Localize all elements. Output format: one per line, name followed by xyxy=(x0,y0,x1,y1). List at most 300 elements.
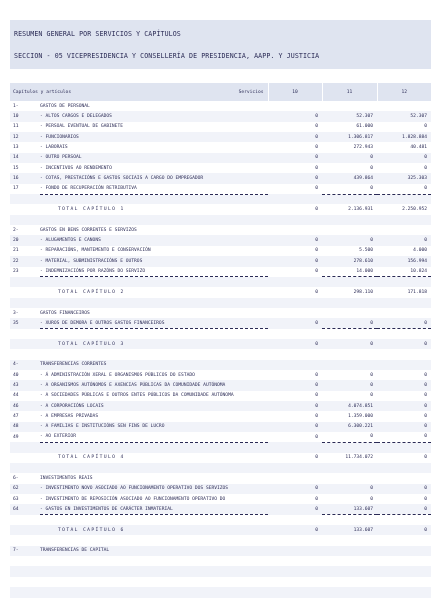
header-chapters-services xyxy=(10,83,268,101)
cell-code: 15 xyxy=(13,165,19,171)
cell-c12: 4.000 xyxy=(413,248,427,254)
cell-code: 40 xyxy=(13,372,19,378)
cell-code: 43 xyxy=(13,382,19,388)
cell-code: 21 xyxy=(13,248,19,254)
header-chapters: Capítulos y artículos xyxy=(13,89,72,95)
cell-code xyxy=(10,556,40,566)
header-services: Servicios xyxy=(238,89,264,95)
cell-code: 48 xyxy=(13,424,19,430)
cell-c12: 0 xyxy=(424,506,427,512)
header-col-12: 12 xyxy=(377,83,431,101)
cell-c11 xyxy=(322,360,377,370)
cell-c12: 0 xyxy=(424,372,427,378)
cell-c10: 0 xyxy=(315,207,318,213)
separator-cell xyxy=(377,515,431,525)
cell-c11: 0 xyxy=(370,486,373,492)
cell-code xyxy=(10,453,40,463)
cell-desc: - A FAMILIAS E INSTITUCIÓNS SEN FINS DE LUCRO xyxy=(40,424,165,430)
cell-c11 xyxy=(322,566,377,576)
cell-desc: - FONDO DE RECUPERACIÓN RETRIBUTIVA xyxy=(40,186,137,192)
cell-desc xyxy=(40,577,268,587)
cell-desc xyxy=(40,298,268,308)
cell-c10 xyxy=(268,101,322,111)
cell-c10: 0 xyxy=(315,269,318,275)
cell-c11 xyxy=(322,577,377,587)
separator-row xyxy=(10,515,431,525)
cell-c11: 2.136.931 xyxy=(348,207,373,213)
table-body xyxy=(10,101,431,608)
cell-c12: 10.824 xyxy=(410,268,427,274)
cell-desc xyxy=(40,587,268,597)
cell-c11: 439.864 xyxy=(353,176,373,182)
header-col-10: 10 xyxy=(268,83,322,101)
cell-code: 16 xyxy=(13,176,19,182)
cell-desc: - GASTOS EN INVESTIMENTOS DE CARÁCTER INMATERIAL xyxy=(40,506,173,512)
cell-c12: 0 xyxy=(424,186,427,192)
cell-desc xyxy=(40,535,268,545)
cell-c11: 272.943 xyxy=(353,145,373,151)
table-row xyxy=(10,235,431,245)
cell-c10: 0 xyxy=(315,527,318,533)
cell-code: 47 xyxy=(13,413,19,419)
cell-c11: 298.110 xyxy=(353,289,373,295)
table-row xyxy=(10,111,431,121)
cell-c12: 0 xyxy=(424,413,427,419)
cell-c10 xyxy=(268,546,322,556)
separator-cell xyxy=(322,329,377,339)
cell-code xyxy=(10,525,40,535)
cell-c11: 0 xyxy=(370,496,373,502)
report-title: RESUMEN GENERAL POR SERVICIOS Y CAPÍTULOS xyxy=(14,30,181,38)
cell-code xyxy=(10,587,40,597)
cell-c11: 0 xyxy=(370,341,373,347)
cell-desc: - COTAS, PRESTACIÓNS E GASTOS SOCIAIS A CARGO DO EMPREGADOR xyxy=(40,176,204,182)
table-row xyxy=(10,473,431,483)
table-row xyxy=(10,535,431,545)
cell-c12 xyxy=(377,349,431,359)
cell-c12 xyxy=(377,298,431,308)
table-header-row xyxy=(10,83,431,101)
table-row xyxy=(10,163,431,173)
separator-cell xyxy=(322,277,377,287)
cell-c10 xyxy=(268,215,322,225)
table-row xyxy=(10,173,431,183)
cell-code xyxy=(10,298,40,308)
cell-c12: 0 xyxy=(424,341,427,347)
cell-c10: 0 xyxy=(315,496,318,502)
cell-c11: 11.734.072 xyxy=(345,455,373,461)
cell-desc: TOTAL CAPÍTULO 6 xyxy=(58,527,125,533)
cell-c11 xyxy=(322,546,377,556)
cell-desc: - A EMPRESAS PRIVADAS xyxy=(40,413,99,419)
separator-row xyxy=(10,277,431,287)
table-row xyxy=(10,484,431,494)
cell-desc xyxy=(40,349,268,359)
cell-c10 xyxy=(268,298,322,308)
separator-cell xyxy=(377,194,431,204)
cell-code: 46 xyxy=(13,403,19,409)
cell-code xyxy=(10,535,40,545)
cell-c10: 0 xyxy=(315,372,318,378)
cell-c10: 0 xyxy=(315,145,318,151)
cell-desc xyxy=(40,463,268,473)
separator-cell xyxy=(40,515,268,525)
cell-c12: 0 xyxy=(424,486,427,492)
cell-desc: - INVESTIMENTO NOVO ASOCIADO AO FUNCIONAMENTO OPERATIVO DOS SERVIZOS xyxy=(40,486,229,492)
cell-c10 xyxy=(268,566,322,576)
cell-c12: 0 xyxy=(424,527,427,533)
cell-c11: 14.000 xyxy=(356,268,373,274)
cell-code xyxy=(10,339,40,349)
cell-desc: - FUNCIONARIOS xyxy=(40,134,79,140)
cell-code: 6- xyxy=(13,476,19,482)
cell-c10: 0 xyxy=(315,424,318,430)
separator-cell xyxy=(377,277,431,287)
cell-c12 xyxy=(377,577,431,587)
cell-c10: 0 xyxy=(315,393,318,399)
cell-desc: TOTAL CAPÍTULO 2 xyxy=(58,289,125,295)
cell-c12 xyxy=(377,308,431,318)
separator-cell xyxy=(322,515,377,525)
report-header xyxy=(10,20,431,69)
cell-c11 xyxy=(322,298,377,308)
cell-c10: 0 xyxy=(315,403,318,409)
cell-c11: 0 xyxy=(370,165,373,171)
table-row xyxy=(10,142,431,152)
cell-c12 xyxy=(377,463,431,473)
cell-c12: 0 xyxy=(424,124,427,130)
cell-c10: 0 xyxy=(315,155,318,161)
cell-c11: 5.500 xyxy=(359,248,373,254)
cell-desc: TOTAL CAPÍTULO 3 xyxy=(58,341,125,347)
table-row xyxy=(10,153,431,163)
table-row xyxy=(10,101,431,111)
separator-cell xyxy=(322,442,377,452)
table-row xyxy=(10,401,431,411)
cell-code xyxy=(10,204,40,214)
cell-c11 xyxy=(322,215,377,225)
cell-c12: 0 xyxy=(424,238,427,244)
table-row xyxy=(10,308,431,318)
cell-desc: - REPARACIÓNS, MANTEMENTO E CONSERVACIÓN xyxy=(40,248,151,254)
cell-desc: - INDEMNIZACIÓNS POR RAZÓNS DO SERVIZO xyxy=(40,268,146,274)
table-row xyxy=(10,494,431,504)
cell-code: 62 xyxy=(13,486,19,492)
cell-c10: 0 xyxy=(315,320,318,326)
cell-code: 3- xyxy=(13,310,19,316)
cell-desc: - ALUGAMENTOS E CANONS xyxy=(40,238,101,244)
cell-c10: 0 xyxy=(315,258,318,264)
total-row xyxy=(10,204,431,214)
cell-c12: 52.307 xyxy=(410,114,427,120)
table-row xyxy=(10,556,431,566)
cell-c10: 0 xyxy=(315,289,318,295)
cell-c11 xyxy=(322,473,377,483)
cell-desc: GASTOS EN BENS CORRENTES E SERVIZOS xyxy=(40,227,137,233)
separator-row xyxy=(10,329,431,339)
cell-c10: 0 xyxy=(315,455,318,461)
cell-c11: 1.359.000 xyxy=(348,413,373,419)
cell-code xyxy=(10,287,40,297)
cell-c11 xyxy=(322,598,377,608)
cell-desc xyxy=(40,566,268,576)
cell-c11: 0 xyxy=(370,238,373,244)
cell-code xyxy=(10,577,40,587)
separator-cell xyxy=(40,277,268,287)
cell-desc: TRANSFERENCIAS CORRENTES xyxy=(40,362,107,368)
separator-cell xyxy=(40,194,268,204)
cell-code: 13 xyxy=(13,145,19,151)
cell-desc: - XUROS DE DEMORA E OUTROS GASTOS FINANCEIROS xyxy=(40,320,165,326)
cell-desc: - Á ADMINISTRACIÓN XERAL E ORGANISMOS PÚBLICOS DO ESTADO xyxy=(40,372,195,378)
cell-c10 xyxy=(268,556,322,566)
table-row xyxy=(10,256,431,266)
cell-c10 xyxy=(268,598,322,608)
cell-desc: - MATERIAL, SUBMINISTRACIÓNS E OUTROS xyxy=(40,258,143,264)
separator-row xyxy=(10,194,431,204)
table-row xyxy=(10,391,431,401)
cell-c12: 0 xyxy=(424,155,427,161)
cell-desc: - INCENTIVOS AO RENDEMENTO xyxy=(40,165,112,171)
cell-c11: 0 xyxy=(370,393,373,399)
cell-c11: 0 xyxy=(370,186,373,192)
cell-c12: 0 xyxy=(424,496,427,502)
cell-code: 7- xyxy=(13,548,19,554)
cell-c10 xyxy=(268,535,322,545)
cell-c12 xyxy=(377,587,431,597)
table-row xyxy=(10,546,431,556)
cell-desc: - LABORAIS xyxy=(40,145,68,151)
separator-cell xyxy=(377,442,431,452)
table-row xyxy=(10,298,431,308)
cell-c10: 0 xyxy=(315,413,318,419)
cell-c10: 0 xyxy=(315,434,318,440)
table-row xyxy=(10,225,431,235)
cell-c11 xyxy=(322,101,377,111)
table-row xyxy=(10,246,431,256)
cell-code xyxy=(10,349,40,359)
cell-c10: 0 xyxy=(315,341,318,347)
total-row xyxy=(10,525,431,535)
cell-c12 xyxy=(377,473,431,483)
total-row xyxy=(10,453,431,463)
cell-code: 12 xyxy=(13,134,19,140)
separator-cell xyxy=(268,515,322,525)
cell-c11 xyxy=(322,463,377,473)
cell-c11: 0 xyxy=(370,372,373,378)
table-row xyxy=(10,184,431,194)
separator-cell xyxy=(268,442,322,452)
cell-c12: 0 xyxy=(424,455,427,461)
cell-code: 11 xyxy=(13,124,19,130)
table-row xyxy=(10,598,431,608)
table-row xyxy=(10,267,431,277)
cell-desc xyxy=(40,598,268,608)
table-row xyxy=(10,411,431,421)
table-row xyxy=(10,380,431,390)
cell-c10: 0 xyxy=(315,124,318,130)
cell-c11 xyxy=(322,308,377,318)
cell-c12: 0 xyxy=(424,424,427,430)
separator-cell xyxy=(377,329,431,339)
cell-desc: TOTAL CAPÍTULO 4 xyxy=(58,455,125,461)
cell-c11: 61.000 xyxy=(356,124,373,130)
cell-c12 xyxy=(377,215,431,225)
cell-code: 22 xyxy=(13,258,19,264)
cell-c10: 0 xyxy=(315,238,318,244)
total-row xyxy=(10,287,431,297)
table-row xyxy=(10,463,431,473)
cell-c10 xyxy=(268,577,322,587)
cell-desc: - OUTRO PERSOAL xyxy=(40,155,82,161)
cell-code: 23 xyxy=(13,269,19,275)
cell-c10: 0 xyxy=(315,186,318,192)
cell-c12: 2.250.952 xyxy=(402,207,427,213)
cell-c12 xyxy=(377,225,431,235)
table-row xyxy=(10,318,431,328)
cell-desc xyxy=(40,556,268,566)
cell-code: 4- xyxy=(13,362,19,368)
cell-c10: 0 xyxy=(315,486,318,492)
cell-c12 xyxy=(377,556,431,566)
total-row xyxy=(10,339,431,349)
cell-c11 xyxy=(322,556,377,566)
cell-c12 xyxy=(377,546,431,556)
cell-desc: TRANSFERENCIAS DE CAPITAL xyxy=(40,548,110,554)
separator-row xyxy=(10,442,431,452)
table-row xyxy=(10,587,431,597)
header-col-11: 11 xyxy=(322,83,377,101)
table-row xyxy=(10,132,431,142)
cell-desc xyxy=(40,215,268,225)
cell-c11: 0 xyxy=(370,434,373,440)
cell-code: 64 xyxy=(13,507,19,513)
table-row xyxy=(10,432,431,442)
cell-c12: 0 xyxy=(424,382,427,388)
cell-c12: 0 xyxy=(424,320,427,326)
cell-c11: 4.074.851 xyxy=(348,403,373,409)
cell-c11 xyxy=(322,225,377,235)
table-row xyxy=(10,349,431,359)
cell-c12 xyxy=(377,101,431,111)
cell-desc: - A CORPORACIÓNS LOCAIS xyxy=(40,403,104,409)
table-row xyxy=(10,422,431,432)
cell-c12 xyxy=(377,535,431,545)
table-row xyxy=(10,370,431,380)
cell-c11: 52.307 xyxy=(356,114,373,120)
cell-c12 xyxy=(377,566,431,576)
cell-desc: - A SOCIEDADES PÚBLICAS E OUTROS ENTES PÚBLICOS DA COMUNIDADE AUTÓNOMA xyxy=(40,393,234,399)
cell-c10 xyxy=(268,587,322,597)
cell-desc: GASTOS DE PERSONAL xyxy=(40,103,90,109)
separator-cell xyxy=(10,515,40,525)
budget-table xyxy=(10,83,431,608)
cell-c12: 0 xyxy=(424,393,427,399)
cell-code xyxy=(10,463,40,473)
table-row xyxy=(10,566,431,576)
cell-c11 xyxy=(322,349,377,359)
cell-c11: 6.300.221 xyxy=(348,424,373,430)
cell-c11 xyxy=(322,587,377,597)
cell-code: 2- xyxy=(13,227,19,233)
cell-c12: 325.303 xyxy=(407,176,427,182)
cell-code: 17 xyxy=(13,186,19,192)
cell-c11: 133.607 xyxy=(353,527,373,533)
cell-c10: 0 xyxy=(315,382,318,388)
cell-code: 20 xyxy=(13,238,19,244)
cell-c10: 0 xyxy=(315,507,318,513)
cell-code: 63 xyxy=(13,496,19,502)
cell-code xyxy=(10,598,40,608)
separator-cell xyxy=(10,277,40,287)
cell-desc: INVESTIMENTOS REAIS xyxy=(40,476,93,482)
cell-c12: 0 xyxy=(424,165,427,171)
table-row xyxy=(10,360,431,370)
cell-c10 xyxy=(268,473,322,483)
cell-c10: 0 xyxy=(315,176,318,182)
cell-c10: 0 xyxy=(315,165,318,171)
cell-code xyxy=(10,215,40,225)
separator-cell xyxy=(10,442,40,452)
cell-c12: 0 xyxy=(424,403,427,409)
cell-c11: 0 xyxy=(370,382,373,388)
separator-cell xyxy=(40,329,268,339)
separator-cell xyxy=(322,194,377,204)
cell-c10 xyxy=(268,463,322,473)
cell-c10 xyxy=(268,360,322,370)
cell-c10: 0 xyxy=(315,248,318,254)
separator-cell xyxy=(40,442,268,452)
separator-cell xyxy=(268,277,322,287)
cell-c12: 156.994 xyxy=(407,258,427,264)
cell-c11: 278.610 xyxy=(353,258,373,264)
cell-desc: - AO EXTERIOR xyxy=(40,434,76,440)
cell-desc: TOTAL CAPÍTULO 1 xyxy=(58,207,125,213)
cell-c10: 0 xyxy=(315,134,318,140)
cell-c10 xyxy=(268,225,322,235)
cell-desc: - PERSOAL EVENTUAL DE GABINETE xyxy=(40,124,123,130)
cell-desc: GASTOS FINANCEIROS xyxy=(40,310,90,316)
cell-code: 1- xyxy=(13,103,19,109)
cell-c12: 40.481 xyxy=(410,145,427,151)
cell-code: 14 xyxy=(13,155,19,161)
cell-c12: 171.818 xyxy=(407,289,427,295)
cell-c12 xyxy=(377,360,431,370)
cell-code xyxy=(10,566,40,576)
cell-desc: - A ORGANISMOS AUTÓNOMOS E AXENCIAS PÚBLICAS DA COMUNIDADE AUTÓNOMA xyxy=(40,382,226,388)
cell-code: 35 xyxy=(13,320,19,326)
separator-cell xyxy=(10,329,40,339)
cell-code: 10 xyxy=(13,114,19,120)
cell-c11: 133.607 xyxy=(353,506,373,512)
table-row xyxy=(10,122,431,132)
cell-c10: 0 xyxy=(315,114,318,120)
cell-desc: - INVESTIMENTO DE REPOSICIÓN ASOCIADO AO FUNCIONAMENTO OPERATIVO DO xyxy=(40,496,226,502)
cell-c11: 0 xyxy=(370,320,373,326)
cell-code: 44 xyxy=(13,393,19,399)
cell-c10 xyxy=(268,308,322,318)
cell-c11: 0 xyxy=(370,155,373,161)
section-title: SECCION - 05 VICEPRESIDENCIA Y CONSELLERÍA DE PRESIDENCIA, AAPP. Y JUSTICIA xyxy=(14,52,320,60)
cell-c10 xyxy=(268,349,322,359)
separator-cell xyxy=(10,194,40,204)
cell-c11 xyxy=(322,535,377,545)
cell-code: 49 xyxy=(13,434,19,440)
cell-c12: 1.828.884 xyxy=(402,134,427,140)
separator-cell xyxy=(268,329,322,339)
cell-c11: 1.306.817 xyxy=(348,134,373,140)
table-row xyxy=(10,215,431,225)
